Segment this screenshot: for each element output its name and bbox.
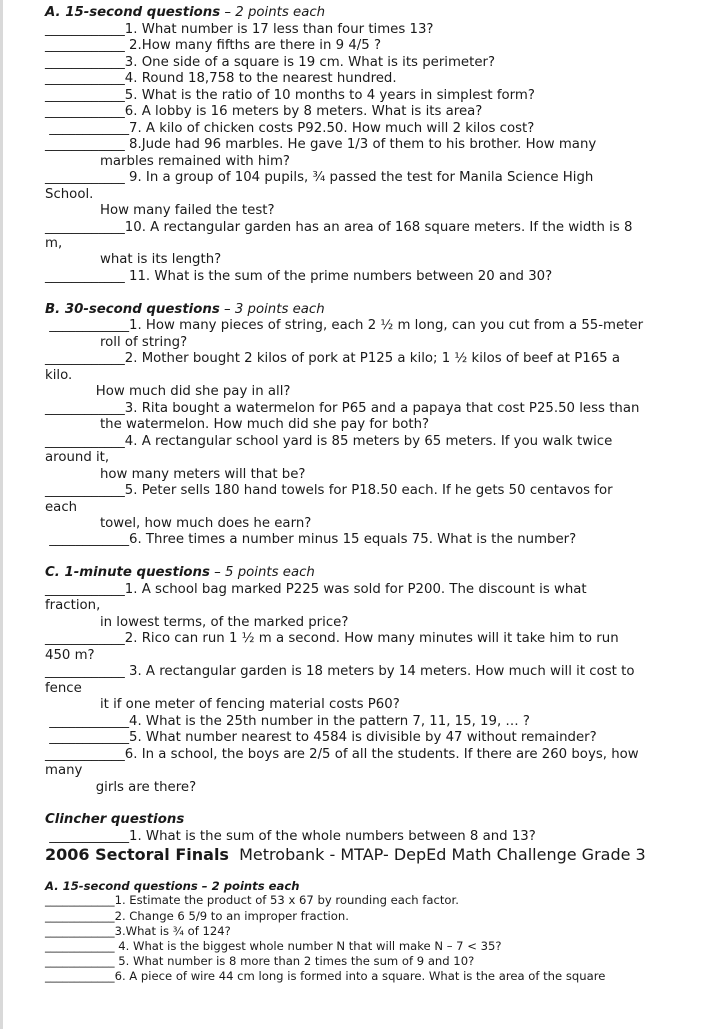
question-line: ____________4. What is the 25th number in the pattern 7, 11, 15, 19, … ? [45,714,530,729]
question-line: ____________5. What number nearest to 4584 is divisible by 47 without remainder? [45,730,597,745]
question-line: ____________ 4. What is the biggest whole number N that will make N – 7 < 35? [45,939,502,953]
question-line: ____________4. A rectangular school yard is 85 meters by 65 meters. If you walk twice [45,434,613,449]
question-line: ____________2. Change 6 5/9 to an improper fraction. [45,909,349,923]
question-line: ____________1. Estimate the product of 53 x 67 by rounding each factor. [45,893,459,907]
question-line: roll of string? [45,335,188,350]
question-line: kilo. [45,368,73,383]
question-line: ____________1. How many pieces of string, each 2 ½ m long, can you cut from a 55-meter [45,318,644,333]
question-line: ____________4. Round 18,758 to the nearest hundred. [45,71,397,86]
question-line: it if one meter of fencing material costs P60? [45,697,400,712]
question-line: ____________5. What is the ratio of 10 months to 4 years in simplest form? [45,88,535,103]
question-line: towel, how much does he earn? [45,516,312,531]
finals-section-a-heading: A. 15-second questions – 2 points each [45,879,300,893]
question-line: each [45,500,78,515]
question-line: around it, [45,450,110,465]
clincher-heading: Clincher questions [45,812,185,827]
question-line: ____________2. Rico can run 1 ½ m a second. How many minutes will it take him to run [45,631,619,646]
question-line: ____________2. Mother bought 2 kilos of pork at P125 a kilo; 1 ½ kilos of beef at P165 a [45,351,621,366]
question-line: in lowest terms, of the marked price? [45,615,349,630]
finals-title: 2006 Sectoral Finals Metrobank - MTAP- DepEd Math Challenge Grade 3 [45,845,646,864]
question-line: ____________6. Three times a number minus 15 equals 75. What is the number? [45,532,577,547]
question-line: ____________6. In a school, the boys are 2/5 of all the students. If there are 260 boys, how [45,747,639,762]
question-line: ____________ 9. In a group of 104 pupils, ¾ passed the test for Manila Science High [45,170,594,185]
question-line: ____________5. Peter sells 180 hand towels for P18.50 each. If he gets 50 centavos for [45,483,613,498]
question-line: School. [45,187,94,202]
question-line: fraction, [45,598,101,613]
question-line: how many meters will that be? [45,467,306,482]
question-line: How much did she pay in all? [45,384,291,399]
question-line: ____________ 8.Jude had 96 marbles. He gave 1/3 of them to his brother. How many [45,137,597,152]
question-line: ____________1. What is the sum of the whole numbers between 8 and 13? [45,829,536,844]
section-c-heading: C. 1-minute questions – 5 points each [45,565,315,580]
question-line: marbles remained with him? [45,154,290,169]
question-line: ____________3.What is ¾ of 124? [45,924,231,938]
question-line: ____________10. A rectangular garden has an area of 168 square meters. If the width is 8 [45,220,633,235]
question-line: ____________3. One side of a square is 19 cm. What is its perimeter? [45,55,496,70]
question-line: m, [45,236,63,251]
question-line: ____________1. What number is 17 less than four times 13? [45,22,434,37]
question-line: girls are there? [45,780,197,795]
question-line: ____________ 2.How many fifths are there in 9 4/5 ? [45,38,382,53]
left-edge-bar [0,0,3,1029]
question-line: ____________ 11. What is the sum of the prime numbers between 20 and 30? [45,269,553,284]
question-line: ____________ 3. A rectangular garden is 18 meters by 14 meters. How much will it cost to [45,664,635,679]
section-a-heading: A. 15-second questions – 2 points each [45,5,326,20]
question-line: How many failed the test? [45,203,275,218]
question-line: ____________1. A school bag marked P225 was sold for P200. The discount is what [45,582,587,597]
question-line: many [45,763,83,778]
question-line: ____________ 5. What number is 8 more than 2 times the sum of 9 and 10? [45,954,475,968]
question-line: the watermelon. How much did she pay for both? [45,417,430,432]
question-line: ____________6. A lobby is 16 meters by 8 meters. What is its area? [45,104,483,119]
question-line: ____________3. Rita bought a watermelon for P65 and a papaya that cost P25.50 less than [45,401,640,416]
question-line: what is its length? [45,252,222,267]
question-line: ____________6. A piece of wire 44 cm long is formed into a square. What is the area of the square [45,969,606,983]
question-line: ____________7. A kilo of chicken costs P92.50. How much will 2 kilos cost? [45,121,535,136]
question-line: fence [45,681,82,696]
section-b-heading: B. 30-second questions – 3 points each [45,302,325,317]
question-line: 450 m? [45,648,95,663]
